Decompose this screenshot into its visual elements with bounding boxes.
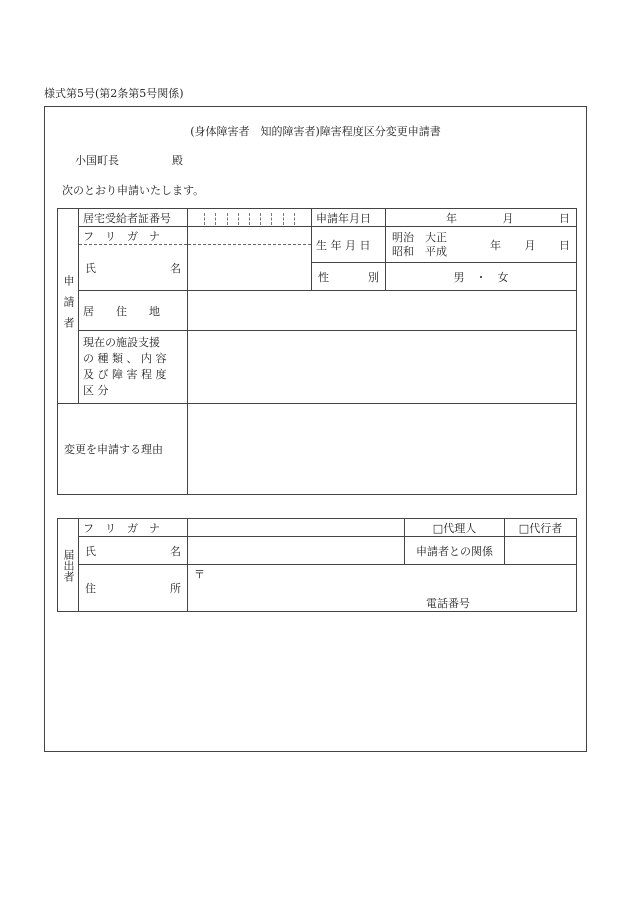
birth-date-label: 生 年 月 日 [312, 227, 386, 263]
application-date-label: 申請年月日 [312, 209, 386, 227]
facility-field[interactable] [188, 331, 577, 404]
era-bottom: 昭和 平成 [392, 244, 447, 258]
facility-label-line-2: の 種 類 、 内 容 [83, 352, 167, 365]
name-label-char-1: 氏 [85, 261, 96, 275]
notifier-table [57, 518, 577, 612]
applicant-furigana-label: フ リ ガ ナ [79, 227, 188, 245]
era-top: 明治 大正 [392, 230, 447, 244]
agent-checkbox[interactable]: □代理人 [405, 519, 505, 537]
addressee-name: 小国町長 [75, 154, 119, 167]
addressee-honorific: 殿 [172, 154, 183, 167]
form-title: (身体障害者 知的障害者)障害程度区分変更申請書 [190, 125, 441, 138]
cert-number-label: 居宅受給者証番号 [79, 209, 188, 227]
birth-month-unit: 月 [524, 238, 536, 252]
notifier-name-field[interactable] [188, 537, 405, 565]
form-number: 様式第5号(第2条第5号関係) [44, 87, 184, 100]
proxy-checkbox[interactable]: □代行者 [505, 519, 577, 537]
gender-options[interactable]: 男 ・ 女 [386, 263, 577, 291]
relation-field[interactable] [505, 537, 577, 565]
address-char-2: 所 [170, 582, 181, 595]
application-day-unit: 日 [559, 211, 570, 225]
notifier-name-label [79, 537, 188, 565]
birth-date-field[interactable] [386, 227, 577, 263]
applicant-name-label [79, 245, 188, 291]
application-date-field[interactable] [386, 209, 577, 227]
notifier-address-field[interactable] [188, 565, 577, 612]
facility-label [79, 331, 188, 404]
notifier-section-label: 届出者 [58, 519, 79, 612]
facility-label-line-4: 区 分 [83, 384, 109, 397]
reason-label: 変更を申請する理由 [58, 404, 188, 495]
phone-label: 電話番号 [426, 597, 470, 610]
birth-year-unit: 年 [490, 238, 501, 252]
notifier-furigana-field[interactable] [188, 519, 405, 537]
gender-label-char-1: 性 [318, 270, 329, 284]
postal-mark: 〒 [194, 568, 205, 581]
name-label-char-2: 名 [170, 261, 181, 275]
facility-label-line-3: 及 び 障 害 程 度 [83, 368, 167, 381]
residence-field[interactable] [188, 291, 577, 331]
residence-label: 居 住 地 [79, 291, 188, 331]
gender-label-char-2: 別 [368, 270, 379, 284]
applicant-name-field[interactable] [188, 245, 312, 291]
notifier-name-char-2: 名 [170, 544, 181, 558]
intro-text: 次のとおり申請いたします。 [62, 184, 205, 197]
application-year-unit: 年 [446, 211, 457, 225]
birth-day-unit: 日 [559, 238, 570, 252]
applicant-table [57, 208, 577, 495]
cert-number-field[interactable] [188, 209, 312, 227]
address-char-1: 住 [85, 582, 96, 595]
relation-label: 申請者との関係 [405, 537, 505, 565]
notifier-furigana-label: フ リ ガ ナ [79, 519, 188, 537]
reason-field[interactable] [188, 404, 577, 495]
notifier-name-char-1: 氏 [85, 544, 96, 558]
applicant-section-label: 申請者 [58, 209, 79, 404]
application-month-unit: 月 [502, 211, 514, 225]
applicant-furigana-field[interactable] [188, 227, 312, 245]
facility-label-line-1: 現在の施設支援 [83, 336, 160, 349]
notifier-address-label [79, 565, 188, 612]
gender-label [312, 263, 386, 291]
